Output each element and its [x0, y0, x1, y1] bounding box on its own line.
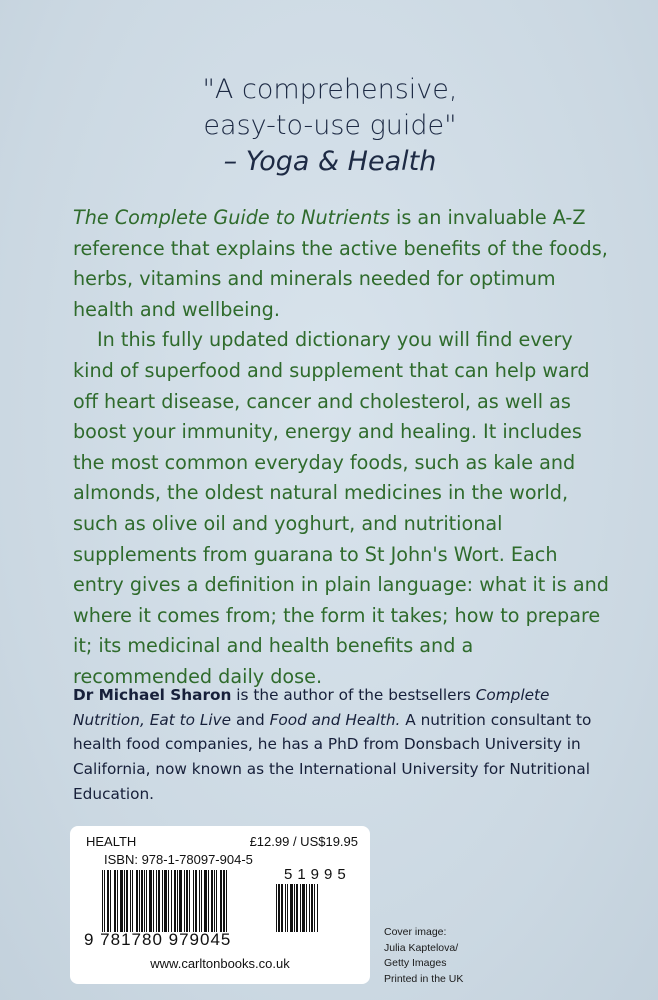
author-book-2: Eat to Live — [149, 710, 232, 729]
book-title: The Complete Guide to Nutrients — [73, 206, 390, 229]
credit-line-4: Printed in the UK — [384, 972, 464, 985]
author-text-3: and — [231, 710, 270, 729]
barcode-category: HEALTH — [86, 834, 137, 849]
book-blurb — [73, 203, 613, 693]
barcode-isbn: ISBN: 978-1-78097-904-5 — [104, 852, 253, 867]
quote-line-2: easy-to-use guide" — [203, 110, 457, 141]
barcode-panel — [70, 826, 370, 984]
blurb-paragraph-2: In this fully updated dictionary you will find every kind of superfood and supplement that can help ward off heart disease, cancer and cholesterol, as well as boost your immunity, energy and healing. It includes the most common everyday foods, such as kale and almonds, the oldest natural medicines in the world, such as olive oil and yoghurt, and nutritional supplements from guarana to St John's Wort. Each entry gives a definition in plain language: what it is and where it comes from; the form it takes; how to prepare it; its medicinal and health benefits and a recommended daily dose. — [73, 328, 609, 688]
author-text-1: is the author of the bestsellers — [231, 686, 476, 704]
cover-credits — [384, 925, 494, 987]
barcode-addon-number: 51995 — [284, 866, 351, 883]
review-quote — [150, 72, 510, 180]
publisher-website: www.carltonbooks.co.uk — [150, 956, 290, 971]
author-name: Dr Michael Sharon — [73, 686, 232, 704]
blurb-p1-text: is an invaluable A-Z reference that explains the active benefits of the foods, herbs, vitamins and minerals needed for optimum health and wellbeing. — [73, 206, 608, 321]
barcode-icon — [102, 870, 270, 932]
author-text-4: A nutrition consultant to health food companies, he has a PhD from Donsbach University in California, now known as the International University for Nutritional Education. — [73, 710, 592, 803]
barcode-digits: 9 781780 979045 — [84, 930, 232, 949]
author-book-1: Complete Nutrition, — [73, 686, 550, 729]
quote-attribution: – Yoga & Health — [223, 146, 437, 177]
author-book-3: Food and Health. — [269, 710, 401, 729]
barcode-price: £12.99 / US$19.95 — [249, 834, 358, 849]
quote-line-1: "A comprehensive, — [202, 74, 458, 105]
credit-line-2: Julia Kaptelova/ — [384, 941, 459, 954]
author-bio — [73, 683, 623, 807]
blurb-paragraph-1 — [73, 203, 613, 325]
credit-line-1: Cover image: — [384, 926, 447, 938]
credit-line-3: Getty Images — [384, 957, 447, 969]
addon-barcode-icon — [276, 884, 348, 932]
